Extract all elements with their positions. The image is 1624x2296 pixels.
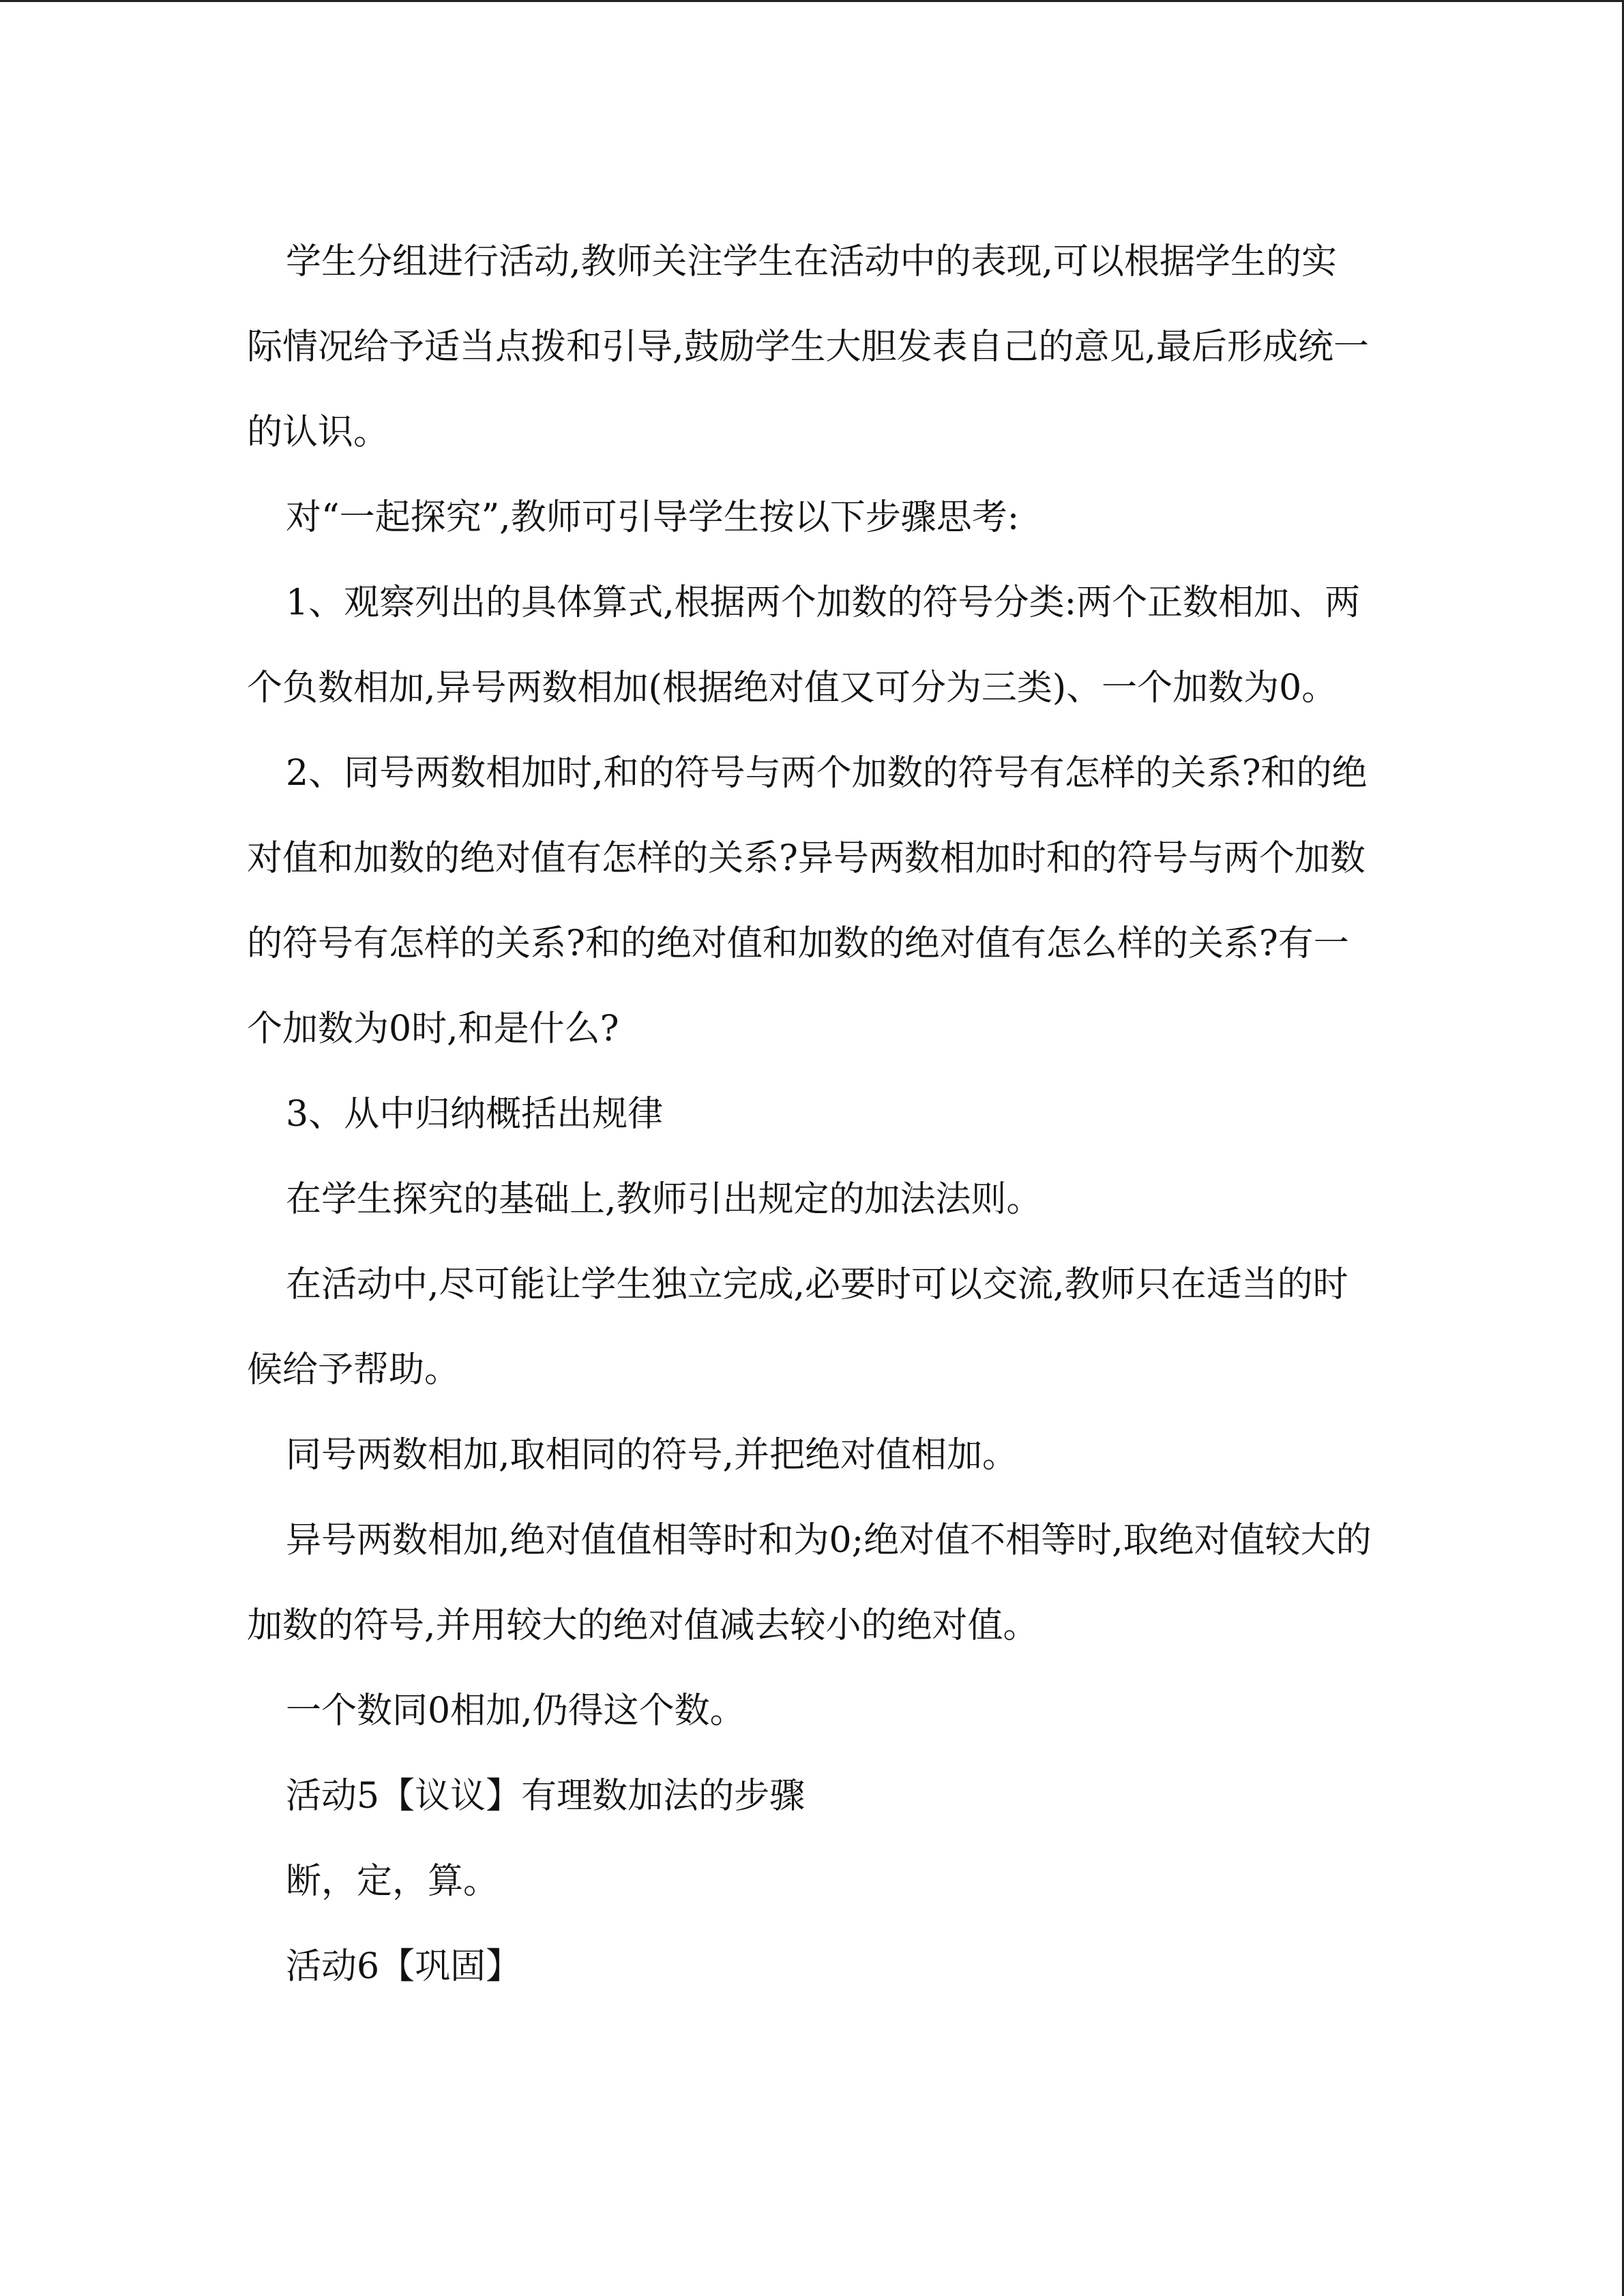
document-body: [247, 220, 1372, 2010]
paragraph-step-1: 1、观察列出的具体算式,根据两个加数的符号分类:两个正数相加、两个负数相加,异号两数相加(根据绝对值又可分为三类)、一个加数为0。: [247, 582, 1361, 709]
paragraph-activity-5: 活动5【议议】有理数加法的步骤: [286, 1776, 806, 1817]
paragraph-group-activity: 学生分组进行活动,教师关注学生在活动中的表现,可以根据学生的实际情况给予适当点拨和引导,鼓励学生大胆发表自己的意见,最后形成统一的认识。: [247, 241, 1370, 453]
paragraph-steps-summary: 断，定，算。: [286, 1861, 499, 1902]
paragraph-step-3: 3、从中归纳概括出规律: [286, 1094, 664, 1135]
paragraph-rule-zero: 一个数同0相加,仍得这个数。: [286, 1690, 745, 1731]
paragraph-independent-work: 在活动中,尽可能让学生独立完成,必要时可以交流,教师只在适当的时候给予帮助。: [247, 1264, 1348, 1390]
paragraph-addition-rule-intro: 在学生探究的基础上,教师引出规定的加法法则。: [286, 1179, 1042, 1220]
paragraph-rule-same-sign: 同号两数相加,取相同的符号,并把绝对值相加。: [286, 1435, 1018, 1476]
paragraph-explore-intro: 对“一起探究”,教师可引导学生按以下步骤思考:: [286, 497, 1020, 538]
paragraph-rule-opposite-sign: 异号两数相加,绝对值值相等时和为0;绝对值不相等时,取绝对值较大的加数的符号,并用较大的绝对值减去较小的绝对值。: [247, 1520, 1372, 1646]
paragraph-step-2: 2、同号两数相加时,和的符号与两个加数的符号有怎样的关系?和的绝对值和加数的绝对值有怎样的关系?异号两数相加时和的符号与两个加数的符号有怎样的关系?和的绝对值和加数的绝对值有怎么样的关系?有一个加数为0时,和是什么?: [247, 753, 1368, 1049]
paragraph-activity-6: 活动6【巩固】: [286, 1946, 522, 1987]
